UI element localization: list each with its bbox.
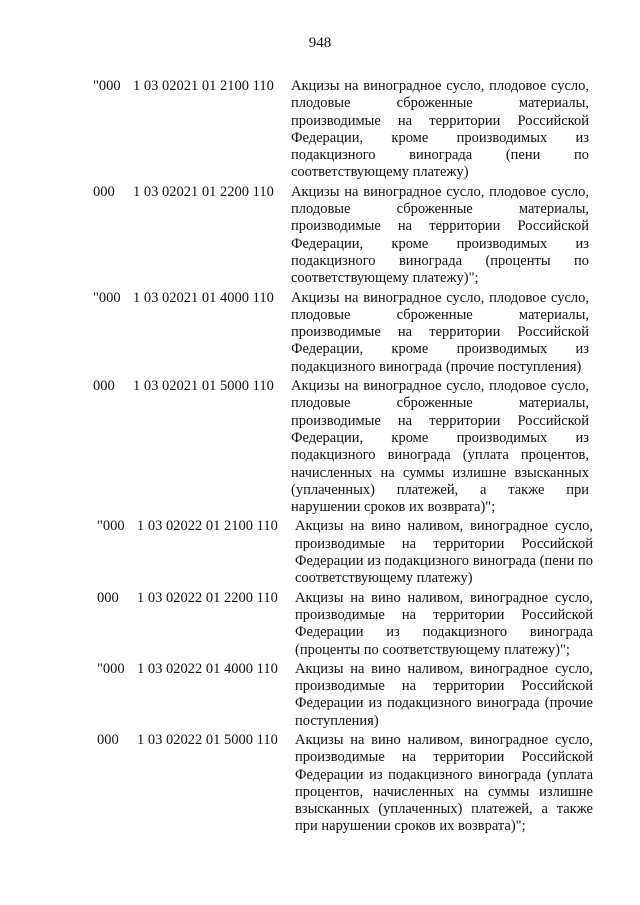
budget-code: 1 03 02022 01 4000 110 [137, 660, 278, 677]
admin-code: 000 [97, 589, 119, 606]
budget-code-table [0, 78, 640, 837]
table-row [0, 290, 640, 376]
budget-code: 1 03 02021 01 2100 110 [133, 78, 274, 94]
table-row [0, 590, 640, 659]
admin-code: "000 [93, 78, 121, 94]
row-description: Акцизы на вино наливом, виноградное сусло, производимые на территории Российской Федерации из подакцизного винограда (прочие поступления) [295, 660, 593, 729]
budget-code: 1 03 02022 01 2100 110 [137, 518, 278, 535]
row-description: Акцизы на вино наливом, виноградное сусло, производимые на территории Российской Федерации из подакцизного винограда (проценты по соответствующему платежу)"; [295, 589, 593, 658]
admin-code: "000 [97, 518, 125, 535]
budget-code: 1 03 02021 01 4000 110 [133, 289, 274, 306]
table-row [0, 78, 640, 182]
admin-code: "000 [93, 289, 121, 306]
budget-code: 1 03 02022 01 5000 110 [137, 731, 278, 748]
row-description: Акцизы на вино наливом, виноградное сусло, производимые на территории Российской Федерации из подакцизного винограда (пени по соответствующему платежу) [295, 518, 593, 587]
budget-code: 1 03 02021 01 2200 110 [133, 183, 274, 200]
admin-code: 000 [93, 378, 115, 395]
admin-code: "000 [97, 660, 125, 677]
table-row [0, 518, 640, 587]
budget-code: 1 03 02022 01 2200 110 [137, 589, 278, 606]
row-description: Акцизы на виноградное сусло, плодовое сусло, плодовые сброженные материалы, производимые на территории Российской Федерации, кроме производимых из подакцизного винограда (пени по соответствующему платежу) [291, 78, 589, 181]
page-number: 948 [308, 35, 332, 51]
admin-code: 000 [93, 183, 115, 200]
row-description: Акцизы на вино наливом, виноградное сусло, производимые на территории Российской Федерации из подакцизного винограда (уплата процентов, начисленных на суммы излишне взысканных (уплаченных) платежей, а также при нарушении сроков их возврата)"; [295, 731, 593, 835]
row-description: Акцизы на виноградное сусло, плодовое сусло, плодовые сброженные материалы, производимые на территории Российской Федерации, кроме производимых из подакцизного винограда (уплата процентов, начисленных на суммы излишне взысканных (уплаченных) платежей, а также при нарушении сроков их возврата)"; [291, 378, 589, 516]
table-row [0, 184, 640, 288]
table-row [0, 732, 640, 836]
row-description: Акцизы на виноградное сусло, плодовое сусло, плодовые сброженные материалы, производимые на территории Российской Федерации, кроме производимых из подакцизного винограда (проценты по соответствующему платежу)"; [291, 183, 589, 287]
budget-code: 1 03 02021 01 5000 110 [133, 378, 274, 395]
table-row [0, 661, 640, 730]
row-description: Акцизы на виноградное сусло, плодовое сусло, плодовые сброженные материалы, производимые на территории Российской Федерации, кроме производимых из подакцизного винограда (прочие поступления) [291, 289, 589, 375]
admin-code: 000 [97, 731, 119, 748]
table-row [0, 378, 640, 516]
